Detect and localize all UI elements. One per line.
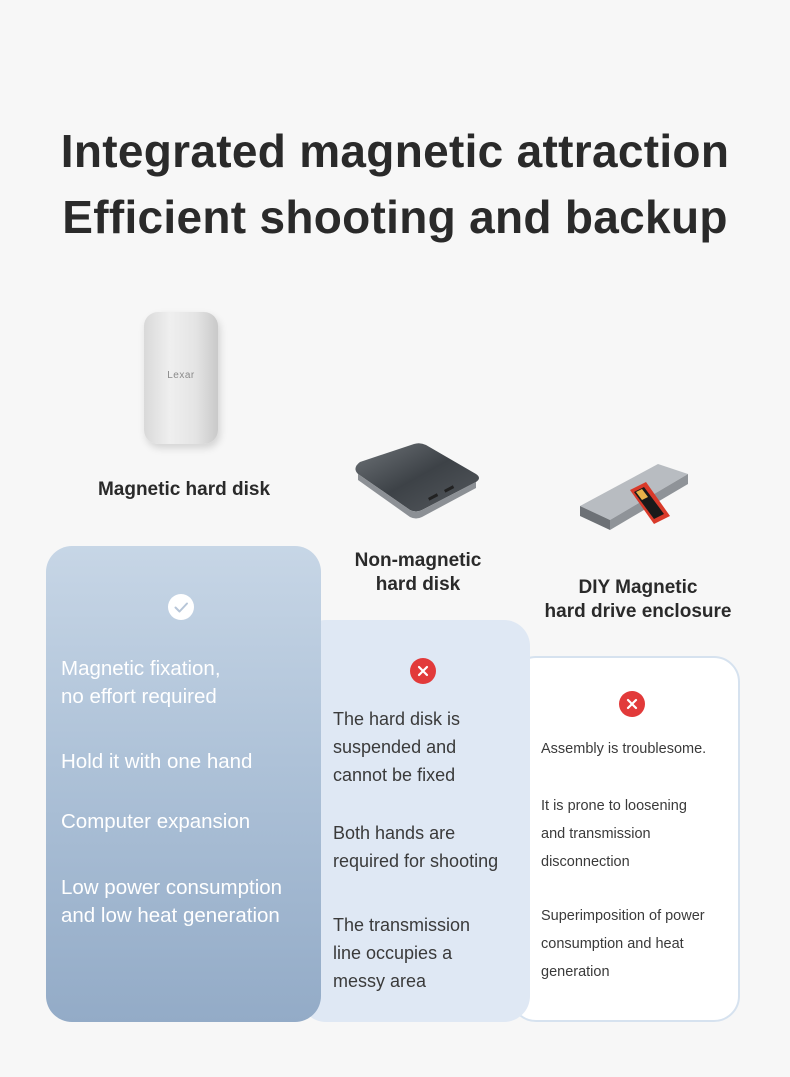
headline-line-1: Integrated magnetic attraction (60, 125, 730, 177)
x-icon (619, 691, 645, 717)
headline (0, 118, 790, 250)
diy-enclosure-image (578, 458, 690, 538)
feature-text: Both hands are required for shooting (333, 823, 499, 871)
magnetic-hard-disk-image (144, 312, 218, 444)
diy-enclosure-label: DIY Magnetic hard drive enclosure (544, 577, 732, 622)
feature-text: It is prone to loosening and transmission disconnection (541, 798, 687, 870)
feature-text: Superimposition of power consumption and heat generation (541, 908, 705, 980)
feature-text: Magnetic fixation, no effort required (61, 657, 221, 708)
feature-text: Hold it with one hand (61, 750, 253, 773)
feature-text: Low power consumption and low heat generation (61, 876, 283, 927)
check-icon (168, 594, 194, 620)
x-icon (410, 658, 436, 684)
feature-text: The hard disk is suspended and cannot be fixed (333, 709, 461, 785)
feature-text: Computer expansion (61, 810, 251, 833)
brand-logo: Lexar (167, 370, 195, 381)
feature-text: The transmission line occupies a messy area (333, 915, 471, 991)
feature-text: Assembly is troublesome. (541, 741, 707, 757)
non-magnetic-hard-disk-label: Non-magnetic hard disk (354, 550, 482, 595)
non-magnetic-hard-disk-image (352, 440, 482, 520)
headline-line-2: Efficient shooting and backup (62, 191, 728, 243)
magnetic-hard-disk-label: Magnetic hard disk (97, 479, 271, 500)
